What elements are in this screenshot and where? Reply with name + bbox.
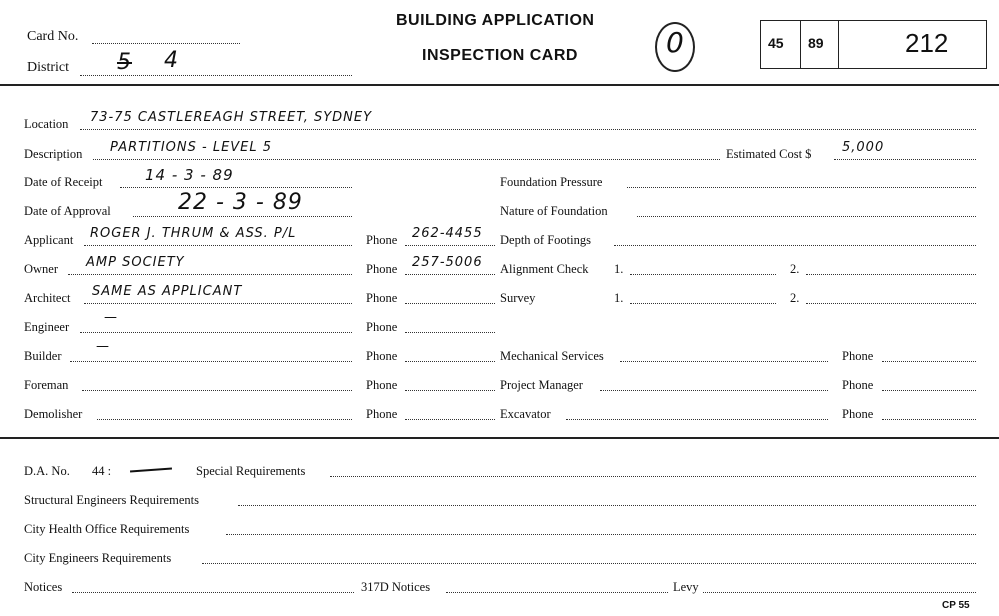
location-value: 73-75 CASTLEREAGH STREET, SYDNEY bbox=[90, 110, 373, 125]
applicant-phone-label: Phone bbox=[366, 233, 398, 247]
depth-footings-label: Depth of Footings bbox=[500, 233, 591, 247]
date-receipt-value: 14 - 3 - 89 bbox=[145, 166, 234, 184]
notices-317d-label: 317D Notices bbox=[361, 580, 431, 594]
project-manager-phone-line[interactable] bbox=[882, 390, 976, 391]
reference-box bbox=[760, 20, 987, 69]
city-health-label: City Health Office Requirements bbox=[24, 522, 190, 536]
survey-2-label: 2. bbox=[790, 291, 800, 305]
builder-phone-line[interactable] bbox=[405, 361, 495, 362]
foreman-phone-label: Phone bbox=[366, 378, 398, 392]
reference-a: 45 bbox=[768, 35, 784, 51]
builder-line[interactable] bbox=[70, 361, 352, 362]
da-no-dash bbox=[130, 468, 172, 473]
applicant-value: ROGER J. THRUM & ASS. P/L bbox=[90, 226, 297, 241]
city-health-line[interactable] bbox=[226, 534, 976, 535]
description-value: PARTITIONS - LEVEL 5 bbox=[110, 140, 273, 155]
estimated-cost-label: Estimated Cost $ bbox=[726, 147, 812, 161]
builder-phone-label: Phone bbox=[366, 349, 398, 363]
alignment-check-1-line[interactable] bbox=[630, 274, 776, 275]
survey-2-line[interactable] bbox=[806, 303, 976, 304]
date-receipt-label: Date of Receipt bbox=[24, 175, 103, 189]
foreman-phone-line[interactable] bbox=[405, 390, 495, 391]
alignment-check-1-label: 1. bbox=[614, 262, 624, 276]
date-approval-value: 22 - 3 - 89 bbox=[178, 190, 303, 215]
survey-label: Survey bbox=[500, 291, 536, 305]
district-line[interactable] bbox=[80, 75, 352, 76]
mechanical-services-line[interactable] bbox=[620, 361, 828, 362]
project-manager-label: Project Manager bbox=[500, 378, 583, 392]
section-rule bbox=[0, 437, 999, 439]
reference-number: 212 bbox=[905, 28, 949, 58]
project-manager-line[interactable] bbox=[600, 390, 828, 391]
project-manager-phone-label: Phone bbox=[842, 378, 874, 392]
architect-label: Architect bbox=[24, 291, 71, 305]
owner-value: AMP SOCIETY bbox=[86, 255, 185, 270]
owner-phone-label: Phone bbox=[366, 262, 398, 276]
location-line[interactable] bbox=[80, 129, 976, 130]
date-approval-label: Date of Approval bbox=[24, 204, 111, 218]
owner-phone-value: 257-5006 bbox=[412, 255, 483, 270]
city-engineers-label: City Engineers Requirements bbox=[24, 551, 172, 565]
special-requirements-line[interactable] bbox=[330, 476, 976, 477]
form-title-line1: BUILDING APPLICATION bbox=[396, 12, 595, 29]
structural-engineers-line[interactable] bbox=[238, 505, 976, 506]
foreman-label: Foreman bbox=[24, 378, 69, 392]
demolisher-phone-label: Phone bbox=[366, 407, 398, 421]
form-title-line2: INSPECTION CARD bbox=[422, 47, 578, 64]
owner-label: Owner bbox=[24, 262, 59, 276]
estimated-cost-line[interactable] bbox=[834, 159, 976, 160]
special-requirements-label: Special Requirements bbox=[196, 464, 306, 478]
structural-engineers-label: Structural Engineers Requirements bbox=[24, 493, 199, 507]
notices-label: Notices bbox=[24, 580, 63, 594]
notices-line[interactable] bbox=[72, 592, 354, 593]
engineer-line[interactable] bbox=[80, 332, 352, 333]
builder-label: Builder bbox=[24, 349, 62, 363]
demolisher-phone-line[interactable] bbox=[405, 419, 495, 420]
owner-line[interactable] bbox=[68, 274, 352, 275]
description-label: Description bbox=[24, 147, 83, 161]
mechanical-phone-line[interactable] bbox=[882, 361, 976, 362]
demolisher-label: Demolisher bbox=[24, 407, 83, 421]
estimated-cost-value: 5,000 bbox=[842, 140, 885, 155]
demolisher-line[interactable] bbox=[97, 419, 352, 420]
district-value: 4 bbox=[164, 48, 179, 73]
applicant-label: Applicant bbox=[24, 233, 74, 247]
levy-line[interactable] bbox=[703, 592, 976, 593]
excavator-line[interactable] bbox=[566, 419, 828, 420]
depth-footings-line[interactable] bbox=[614, 245, 976, 246]
architect-line[interactable] bbox=[84, 303, 352, 304]
architect-value: SAME AS APPLICANT bbox=[92, 284, 243, 299]
foreman-line[interactable] bbox=[82, 390, 352, 391]
levy-label: Levy bbox=[673, 580, 699, 594]
builder-value: — bbox=[96, 339, 110, 354]
alignment-check-2-label: 2. bbox=[790, 262, 800, 276]
survey-1-label: 1. bbox=[614, 291, 624, 305]
foundation-pressure-line[interactable] bbox=[627, 187, 976, 188]
header-rule bbox=[0, 84, 999, 86]
architect-phone-line[interactable] bbox=[405, 303, 495, 304]
owner-phone-line[interactable] bbox=[405, 274, 495, 275]
da-no-label: D.A. No. bbox=[24, 464, 70, 478]
location-label: Location bbox=[24, 117, 69, 131]
district-struck-value: 5 bbox=[117, 50, 132, 75]
district-label: District bbox=[27, 60, 69, 75]
form-code: CP 55 bbox=[942, 600, 970, 611]
date-approval-line[interactable] bbox=[133, 216, 352, 217]
card-no-line[interactable] bbox=[92, 43, 240, 44]
nature-foundation-line[interactable] bbox=[637, 216, 976, 217]
nature-foundation-label: Nature of Foundation bbox=[500, 204, 608, 218]
circled-mark-value: 0 bbox=[666, 26, 685, 59]
date-receipt-line[interactable] bbox=[120, 187, 352, 188]
da-no-value: 44 : bbox=[92, 464, 112, 478]
applicant-phone-value: 262-4455 bbox=[412, 226, 483, 241]
mechanical-phone-label: Phone bbox=[842, 349, 874, 363]
alignment-check-label: Alignment Check bbox=[500, 262, 589, 276]
engineer-phone-label: Phone bbox=[366, 320, 398, 334]
engineer-value: — bbox=[104, 310, 118, 325]
excavator-phone-label: Phone bbox=[842, 407, 874, 421]
reference-b: 89 bbox=[808, 35, 824, 51]
excavator-phone-line[interactable] bbox=[882, 419, 976, 420]
notices-317d-line[interactable] bbox=[446, 592, 668, 593]
excavator-label: Excavator bbox=[500, 407, 551, 421]
applicant-line[interactable] bbox=[84, 245, 352, 246]
reference-divider-2 bbox=[838, 20, 839, 68]
architect-phone-label: Phone bbox=[366, 291, 398, 305]
engineer-label: Engineer bbox=[24, 320, 70, 334]
engineer-phone-line[interactable] bbox=[405, 332, 495, 333]
applicant-phone-line[interactable] bbox=[405, 245, 495, 246]
card-no-label: Card No. bbox=[27, 29, 79, 44]
city-engineers-line[interactable] bbox=[202, 563, 976, 564]
foundation-pressure-label: Foundation Pressure bbox=[500, 175, 603, 189]
mechanical-services-label: Mechanical Services bbox=[500, 349, 604, 363]
description-line[interactable] bbox=[93, 159, 720, 160]
survey-1-line[interactable] bbox=[630, 303, 776, 304]
reference-divider-1 bbox=[800, 20, 801, 68]
alignment-check-2-line[interactable] bbox=[806, 274, 976, 275]
